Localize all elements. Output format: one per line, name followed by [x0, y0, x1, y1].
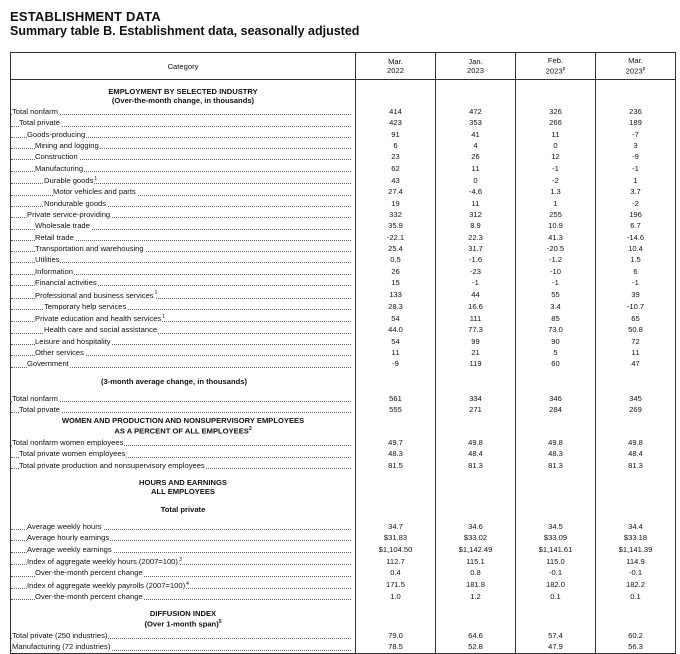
- value-cell: 182.2: [596, 579, 676, 592]
- value-cell: 34.4: [596, 521, 676, 532]
- value-cell: 99: [436, 336, 516, 347]
- value-cell: 1: [596, 174, 676, 187]
- value-cell: $1,142.49: [436, 543, 516, 554]
- value-cell: 133: [356, 288, 436, 301]
- row-label: Health care and social assistance: [11, 324, 356, 335]
- value-cell: 119: [436, 358, 516, 369]
- value-cell: 57.4: [516, 630, 596, 641]
- section-employment: EMPLOYMENT BY SELECTED INDUSTRY (Over-the-month change, in thousands): [11, 86, 356, 106]
- value-cell: 3.4: [516, 301, 596, 312]
- section-heading-row: [11, 415, 676, 437]
- value-cell: 269: [596, 404, 676, 415]
- value-cell: 555: [356, 404, 436, 415]
- value-cell: 334: [436, 393, 516, 404]
- table-row: [11, 277, 676, 288]
- table-header-row: [11, 53, 676, 80]
- value-cell: $33.18: [596, 532, 676, 543]
- value-cell: $33.02: [436, 532, 516, 543]
- value-cell: 3.7: [596, 186, 676, 197]
- row-label: Temporary help services: [11, 301, 356, 312]
- value-cell: 44: [436, 288, 516, 301]
- value-cell: 60: [516, 358, 596, 369]
- table-row: [11, 288, 676, 301]
- value-cell: 15: [356, 277, 436, 288]
- value-cell: 35.9: [356, 220, 436, 231]
- value-cell: 284: [516, 404, 596, 415]
- value-cell: 47: [596, 358, 676, 369]
- value-cell: 11: [596, 347, 676, 358]
- value-cell: 48.4: [436, 448, 516, 459]
- value-cell: 39: [596, 288, 676, 301]
- value-cell: 271: [436, 404, 516, 415]
- value-cell: 414: [356, 106, 436, 117]
- value-cell: 79.0: [356, 630, 436, 641]
- row-label: Retail trade: [11, 232, 356, 243]
- value-cell: 41: [436, 129, 516, 140]
- summary-table-b: [10, 52, 676, 654]
- table-row: [11, 579, 676, 592]
- col-header-mar-2022: Mar. 2022: [356, 53, 436, 80]
- leader-dots: [11, 262, 351, 263]
- row-label: Durable goods$^1$: [11, 174, 356, 187]
- row-label: Total nonfarm: [11, 106, 356, 117]
- row-label: Utilities: [11, 254, 356, 265]
- row-label: Leisure and hospitality: [11, 336, 356, 347]
- table-row: [11, 186, 676, 197]
- row-label: Transportation and warehousing: [11, 243, 356, 254]
- value-cell: 43: [356, 174, 436, 187]
- value-cell: 0.4: [356, 567, 436, 578]
- table-row: [11, 641, 676, 653]
- value-cell: 0.5: [356, 254, 436, 265]
- value-cell: 77.3: [436, 324, 516, 335]
- value-cell: 181.8: [436, 579, 516, 592]
- table-row: [11, 555, 676, 568]
- value-cell: -2: [596, 198, 676, 209]
- value-cell: $1,141.61: [516, 543, 596, 554]
- value-cell: 48.4: [596, 448, 676, 459]
- row-label: Average weekly hours: [11, 521, 356, 532]
- table-row: [11, 117, 676, 128]
- value-cell: 10.9: [516, 220, 596, 231]
- row-label: Construction: [11, 151, 356, 162]
- row-label: Total private women employees: [11, 448, 356, 459]
- value-cell: 23: [356, 151, 436, 162]
- value-cell: -1: [516, 162, 596, 173]
- section-diffusion-index: DIFFUSION INDEX (Over 1-month span)$^5$: [11, 608, 356, 630]
- value-cell: 41.3: [516, 232, 596, 243]
- value-cell: 16.6: [436, 301, 516, 312]
- leader-dots: [11, 412, 351, 413]
- leader-dots: [11, 126, 351, 127]
- value-cell: -10: [516, 265, 596, 276]
- value-cell: 0: [516, 140, 596, 151]
- value-cell: 60.2: [596, 630, 676, 641]
- row-label: Nondurable goods: [11, 198, 356, 209]
- row-label: Manufacturing (72 industries): [11, 641, 356, 653]
- value-cell: 65: [596, 312, 676, 325]
- value-cell: 34.7: [356, 521, 436, 532]
- value-cell: 561: [356, 393, 436, 404]
- value-cell: 112.7: [356, 555, 436, 568]
- leader-dots: [11, 114, 351, 115]
- row-label: Goods-producing: [11, 129, 356, 140]
- row-label: Financial activities: [11, 277, 356, 288]
- value-cell: 345: [596, 393, 676, 404]
- table-row: [11, 630, 676, 641]
- value-cell: 78.5: [356, 641, 436, 653]
- value-cell: 4: [436, 140, 516, 151]
- table-row: [11, 347, 676, 358]
- value-cell: 3: [596, 140, 676, 151]
- value-cell: 472: [436, 106, 516, 117]
- table-row: [11, 448, 676, 459]
- value-cell: 52.8: [436, 641, 516, 653]
- value-cell: 12: [516, 151, 596, 162]
- table-row: [11, 521, 676, 532]
- value-cell: $33.09: [516, 532, 596, 543]
- value-cell: 55: [516, 288, 596, 301]
- table-row: [11, 567, 676, 578]
- value-cell: 34.5: [516, 521, 596, 532]
- value-cell: 27.4: [356, 186, 436, 197]
- value-cell: 0.8: [436, 567, 516, 578]
- table-row: [11, 404, 676, 415]
- value-cell: -1.6: [436, 254, 516, 265]
- value-cell: 266: [516, 117, 596, 128]
- table-row: [11, 301, 676, 312]
- value-cell: 72: [596, 336, 676, 347]
- table-row: [11, 312, 676, 325]
- value-cell: 34.6: [436, 521, 516, 532]
- value-cell: 236: [596, 106, 676, 117]
- section-heading-row: [11, 477, 676, 515]
- table-row: [11, 265, 676, 276]
- row-label: Over-the-month percent change: [11, 567, 356, 578]
- table-row: [11, 232, 676, 243]
- value-cell: 48.3: [356, 448, 436, 459]
- value-cell: 48.3: [516, 448, 596, 459]
- value-cell: 1.0: [356, 591, 436, 602]
- value-cell: 182.0: [516, 579, 596, 592]
- value-cell: 49.8: [516, 437, 596, 448]
- value-cell: 81.3: [596, 460, 676, 471]
- value-cell: $1,141.39: [596, 543, 676, 554]
- row-label: Private service-providing: [11, 209, 356, 220]
- row-label: Total private: [11, 404, 356, 415]
- section-heading-row: [11, 608, 676, 630]
- value-cell: 44.0: [356, 324, 436, 335]
- row-label: Total private (250 industries): [11, 630, 356, 641]
- value-cell: 91: [356, 129, 436, 140]
- value-cell: 115.1: [436, 555, 516, 568]
- value-cell: 0.1: [516, 591, 596, 602]
- value-cell: 11: [516, 129, 596, 140]
- value-cell: 62: [356, 162, 436, 173]
- value-cell: 0.1: [596, 591, 676, 602]
- value-cell: 81.5: [356, 460, 436, 471]
- value-cell: 6: [356, 140, 436, 151]
- value-cell: -0.1: [596, 567, 676, 578]
- table-row: [11, 140, 676, 151]
- value-cell: 171.5: [356, 579, 436, 592]
- value-cell: 31.7: [436, 243, 516, 254]
- table-row: [11, 243, 676, 254]
- row-label: Other services: [11, 347, 356, 358]
- col-header-jan-2023: Jan. 2023: [436, 53, 516, 80]
- value-cell: 423: [356, 117, 436, 128]
- leader-dots: [11, 401, 351, 402]
- value-cell: 56.3: [596, 641, 676, 653]
- value-cell: 11: [436, 198, 516, 209]
- section-heading-row: [11, 376, 676, 387]
- value-cell: -1: [596, 277, 676, 288]
- value-cell: 49.7: [356, 437, 436, 448]
- value-cell: 312: [436, 209, 516, 220]
- value-cell: 54: [356, 336, 436, 347]
- value-cell: -9: [356, 358, 436, 369]
- table-row: [11, 324, 676, 335]
- value-cell: -1: [596, 162, 676, 173]
- table-row: [11, 591, 676, 602]
- table-row: [11, 437, 676, 448]
- row-label: Average hourly earnings: [11, 532, 356, 543]
- value-cell: 26: [356, 265, 436, 276]
- section-hours-earnings: HOURS AND EARNINGS ALL EMPLOYEES Total private: [11, 477, 356, 515]
- table-body: [11, 80, 676, 654]
- value-cell: 73.0: [516, 324, 596, 335]
- document-header: [10, 9, 359, 39]
- value-cell: 90: [516, 336, 596, 347]
- value-cell: 11: [356, 347, 436, 358]
- value-cell: 353: [436, 117, 516, 128]
- value-cell: 49.8: [436, 437, 516, 448]
- value-cell: 6: [596, 265, 676, 276]
- value-cell: -10.7: [596, 301, 676, 312]
- value-cell: 26: [436, 151, 516, 162]
- value-cell: 1.5: [596, 254, 676, 265]
- value-cell: 0: [436, 174, 516, 187]
- row-label: Professional and business services$^1$: [11, 288, 356, 301]
- value-cell: -2: [516, 174, 596, 187]
- value-cell: 115.0: [516, 555, 596, 568]
- value-cell: 1.2: [436, 591, 516, 602]
- value-cell: -1: [436, 277, 516, 288]
- value-cell: 50.8: [596, 324, 676, 335]
- value-cell: 19: [356, 198, 436, 209]
- row-label: Motor vehicles and parts: [11, 186, 356, 197]
- table-row: [11, 358, 676, 369]
- value-cell: -0.1: [516, 567, 596, 578]
- section-3-month-average: (3-month average change, in thousands): [11, 376, 356, 387]
- col-header-mar-2023: Mar. 2023$^p$: [596, 53, 676, 80]
- value-cell: 196: [596, 209, 676, 220]
- value-cell: 81.3: [516, 460, 596, 471]
- table-row: [11, 254, 676, 265]
- value-cell: 8.9: [436, 220, 516, 231]
- value-cell: 49.8: [596, 437, 676, 448]
- row-label: Wholesale trade: [11, 220, 356, 231]
- value-cell: 1.3: [516, 186, 596, 197]
- value-cell: -20.5: [516, 243, 596, 254]
- row-label: Total private: [11, 117, 356, 128]
- value-cell: 28.3: [356, 301, 436, 312]
- value-cell: 1: [516, 198, 596, 209]
- value-cell: -9: [596, 151, 676, 162]
- row-label: Government: [11, 358, 356, 369]
- value-cell: 11: [436, 162, 516, 173]
- table-row: [11, 151, 676, 162]
- table-row: [11, 174, 676, 187]
- value-cell: 47.9: [516, 641, 596, 653]
- value-cell: -14.6: [596, 232, 676, 243]
- value-cell: -7: [596, 129, 676, 140]
- table-row: [11, 393, 676, 404]
- row-label: Mining and logging: [11, 140, 356, 151]
- row-label: Over-the-month percent change: [11, 591, 356, 602]
- row-label: Index of aggregate weekly hours (2007=100)$^3$: [11, 555, 356, 568]
- table-row: [11, 129, 676, 140]
- category-header: Category: [11, 53, 356, 80]
- value-cell: -23: [436, 265, 516, 276]
- value-cell: 111: [436, 312, 516, 325]
- value-cell: 6.7: [596, 220, 676, 231]
- value-cell: 5: [516, 347, 596, 358]
- value-cell: 81.3: [436, 460, 516, 471]
- row-label: Manufacturing: [11, 162, 356, 173]
- table-row: [11, 209, 676, 220]
- value-cell: 332: [356, 209, 436, 220]
- value-cell: 64.6: [436, 630, 516, 641]
- document-title: ESTABLISHMENT DATA: [10, 9, 161, 24]
- value-cell: -4.6: [436, 186, 516, 197]
- value-cell: $31.83: [356, 532, 436, 543]
- table-row: [11, 460, 676, 471]
- table-row: [11, 198, 676, 209]
- row-label: Total private production and nonsupervisory employees: [11, 460, 356, 471]
- value-cell: -1: [516, 277, 596, 288]
- value-cell: $1,104.50: [356, 543, 436, 554]
- table-row: [11, 106, 676, 117]
- row-label: Total nonfarm women employees: [11, 437, 356, 448]
- section-heading-row: [11, 86, 676, 106]
- section-women: WOMEN AND PRODUCTION AND NONSUPERVISORY EMPLOYEES AS A PERCENT OF ALL EMPLOYEES$^2$: [11, 415, 356, 437]
- table-row: [11, 162, 676, 173]
- table-row: [11, 532, 676, 543]
- row-label: Index of aggregate weekly payrolls (2007=100)$^4$: [11, 579, 356, 592]
- value-cell: 21: [436, 347, 516, 358]
- table-row: [11, 543, 676, 554]
- value-cell: 114.9: [596, 555, 676, 568]
- value-cell: 346: [516, 393, 596, 404]
- row-label: Information: [11, 265, 356, 276]
- value-cell: -22.1: [356, 232, 436, 243]
- value-cell: 85: [516, 312, 596, 325]
- row-label: Average weekly earnings: [11, 543, 356, 554]
- value-cell: 189: [596, 117, 676, 128]
- value-cell: 10.4: [596, 243, 676, 254]
- value-cell: -1.2: [516, 254, 596, 265]
- table-row: [11, 220, 676, 231]
- row-label: Private education and health services$^1$: [11, 312, 356, 325]
- col-header-feb-2023: Feb. 2023$^p$: [516, 53, 596, 80]
- value-cell: 326: [516, 106, 596, 117]
- value-cell: 22.3: [436, 232, 516, 243]
- value-cell: 25.4: [356, 243, 436, 254]
- value-cell: 255: [516, 209, 596, 220]
- value-cell: 54: [356, 312, 436, 325]
- table-row: [11, 336, 676, 347]
- row-label: Total nonfarm: [11, 393, 356, 404]
- document-subtitle: Summary table B. Establishment data, seasonally adjusted: [10, 24, 360, 38]
